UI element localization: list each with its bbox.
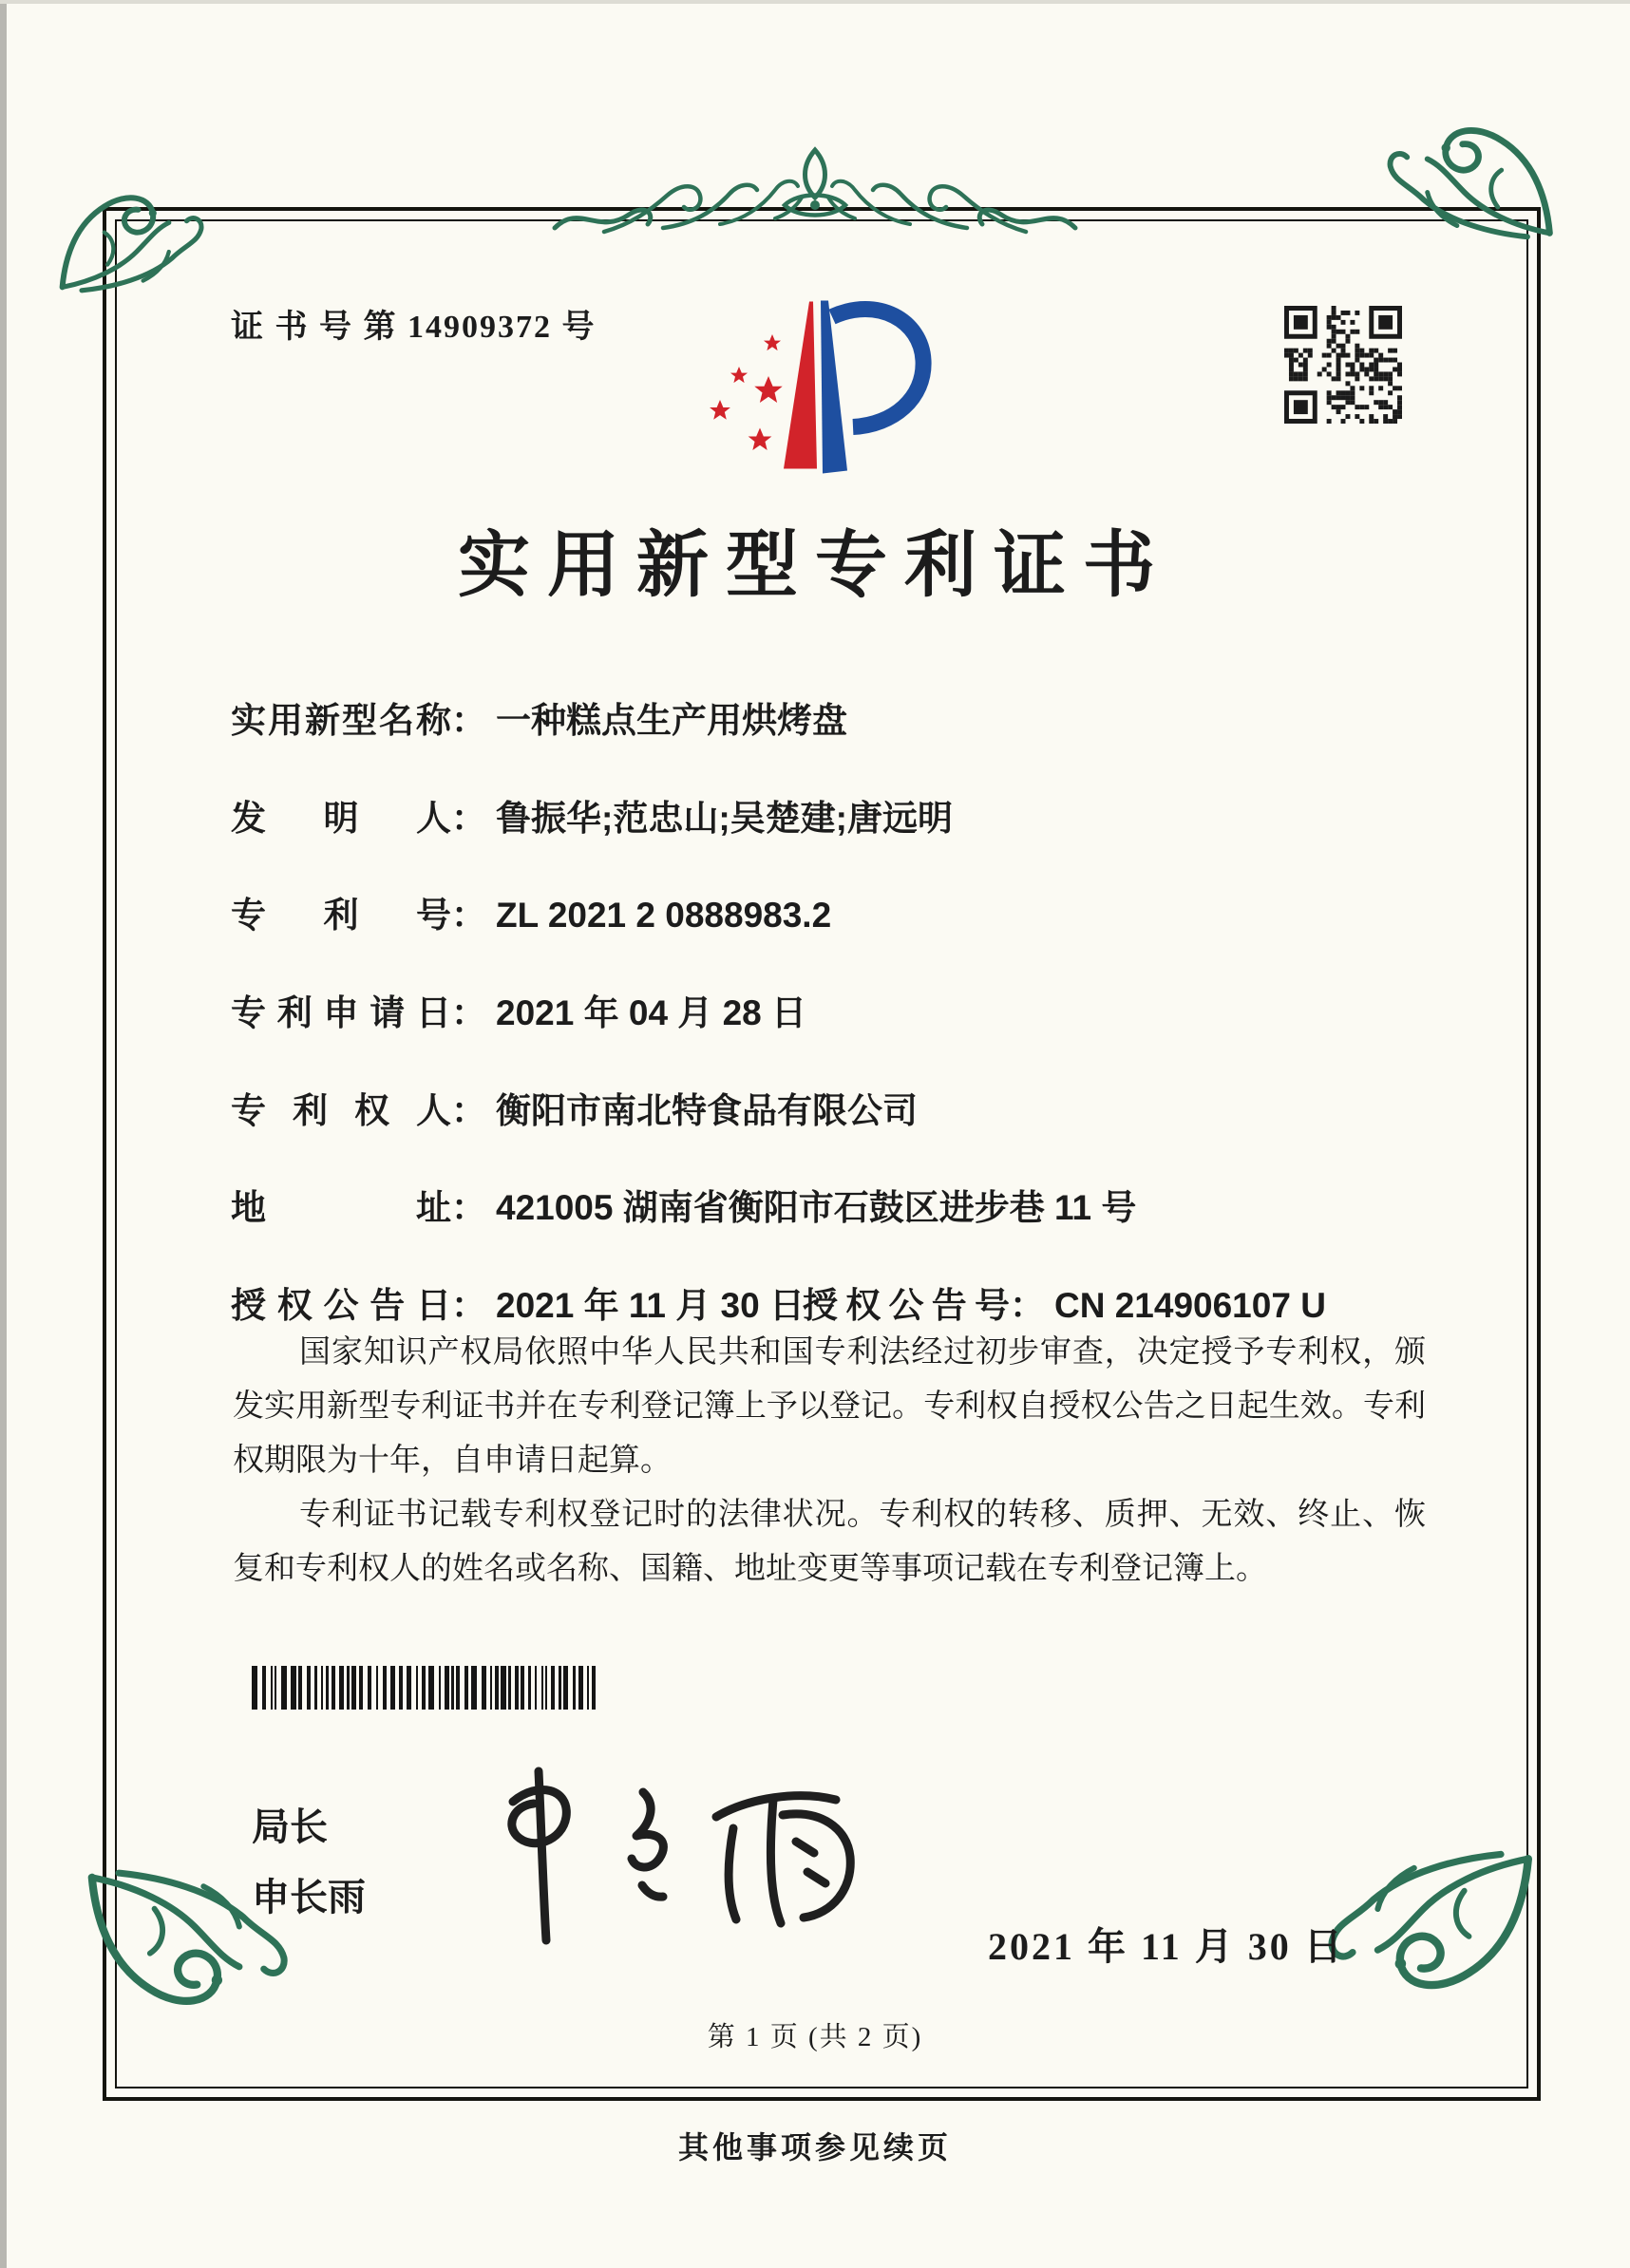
paragraph-grant-statement: 国家知识产权局依照中华人民共和国专利法经过初步审查，决定授予专利权，颁发实用新型专利证书并在专利登记簿上予以登记。专利权自授权公告之日起生效。专利权期限为十年，自申请日起算。 (233, 1335, 1426, 1478)
top-right-flourish-icon (1379, 63, 1564, 248)
field-value: 衡阳市南北特食品有限公司 (496, 1091, 918, 1130)
field-colon: ： (451, 1286, 486, 1325)
page-indicator: 第 1 页 (共 2 页) (707, 2022, 923, 2052)
field-value: 鲁振华;范忠山;吴楚建;唐远明 (496, 799, 953, 838)
field-label: 专利申请日 (231, 993, 451, 1032)
cnipa-logo-icon (686, 285, 961, 501)
field-colon: ： (1010, 1286, 1045, 1325)
certificate-title: 实用新型专利证书 (458, 526, 1172, 606)
field-row-filing-date (231, 984, 1447, 1035)
body-paragraphs (233, 1326, 1426, 1597)
issue-date: 2021 年 11 月 30 日 (988, 1925, 1345, 1968)
field-label: 专利权人 (231, 1091, 451, 1130)
certificate-number: 证 书 号 第 14909372 号 (231, 310, 597, 345)
field-value: ZL 2021 2 0888983.2 (496, 896, 832, 935)
field-label: 授权公告日 (231, 1286, 451, 1325)
scan-edge-top (0, 0, 1630, 4)
field-value: 421005 湖南省衡阳市石鼓区进步巷 11 号 (496, 1188, 1137, 1227)
field-value: CN 214906107 U (1054, 1286, 1326, 1325)
field-value: 一种糕点生产用烘烤盘 (496, 701, 847, 740)
qr-code (1284, 306, 1402, 424)
field-row-inventors (231, 789, 1447, 841)
field-colon: ： (451, 701, 486, 740)
field-colon: ： (451, 1091, 486, 1130)
field-row-patentee (231, 1082, 1447, 1133)
field-value: 2021 年 11 月 30 日 (496, 1286, 805, 1325)
field-label: 发明人 (231, 799, 451, 838)
field-row-utility-model-name (231, 691, 1447, 743)
field-colon: ： (451, 993, 486, 1032)
field-value: 2021 年 04 月 28 日 (496, 993, 807, 1032)
field-row-patent-number (231, 886, 1447, 937)
field-label: 专利号 (231, 896, 451, 935)
commissioner-title: 局长 (252, 1806, 328, 1848)
grant-number-pair (803, 1276, 1326, 1328)
commissioner-handwritten-signature (448, 1744, 904, 1945)
field-colon: ： (451, 896, 486, 935)
field-row-address (231, 1179, 1447, 1230)
barcode (252, 1666, 605, 1710)
field-row-grant-date (231, 1276, 1447, 1328)
field-colon: ： (451, 799, 486, 838)
paragraph-register-statement: 专利证书记载专利权登记时的法律状况。专利权的转移、质押、无效、终止、恢复和专利权人的姓名或名称、国籍、地址变更等事项记载在专利登记簿上。 (233, 1498, 1426, 1586)
continuation-note: 其他事项参见续页 (677, 2130, 952, 2164)
top-left-flourish-icon (49, 139, 211, 300)
top-center-floral-ornament-icon (551, 135, 1079, 260)
commissioner-name: 申长雨 (252, 1877, 366, 1918)
field-label: 授权公告号 (803, 1286, 1010, 1325)
scan-edge-left (0, 0, 7, 2268)
field-colon: ： (451, 1188, 486, 1227)
field-label: 实用新型名称 (231, 701, 451, 740)
field-label: 地址 (231, 1188, 451, 1227)
